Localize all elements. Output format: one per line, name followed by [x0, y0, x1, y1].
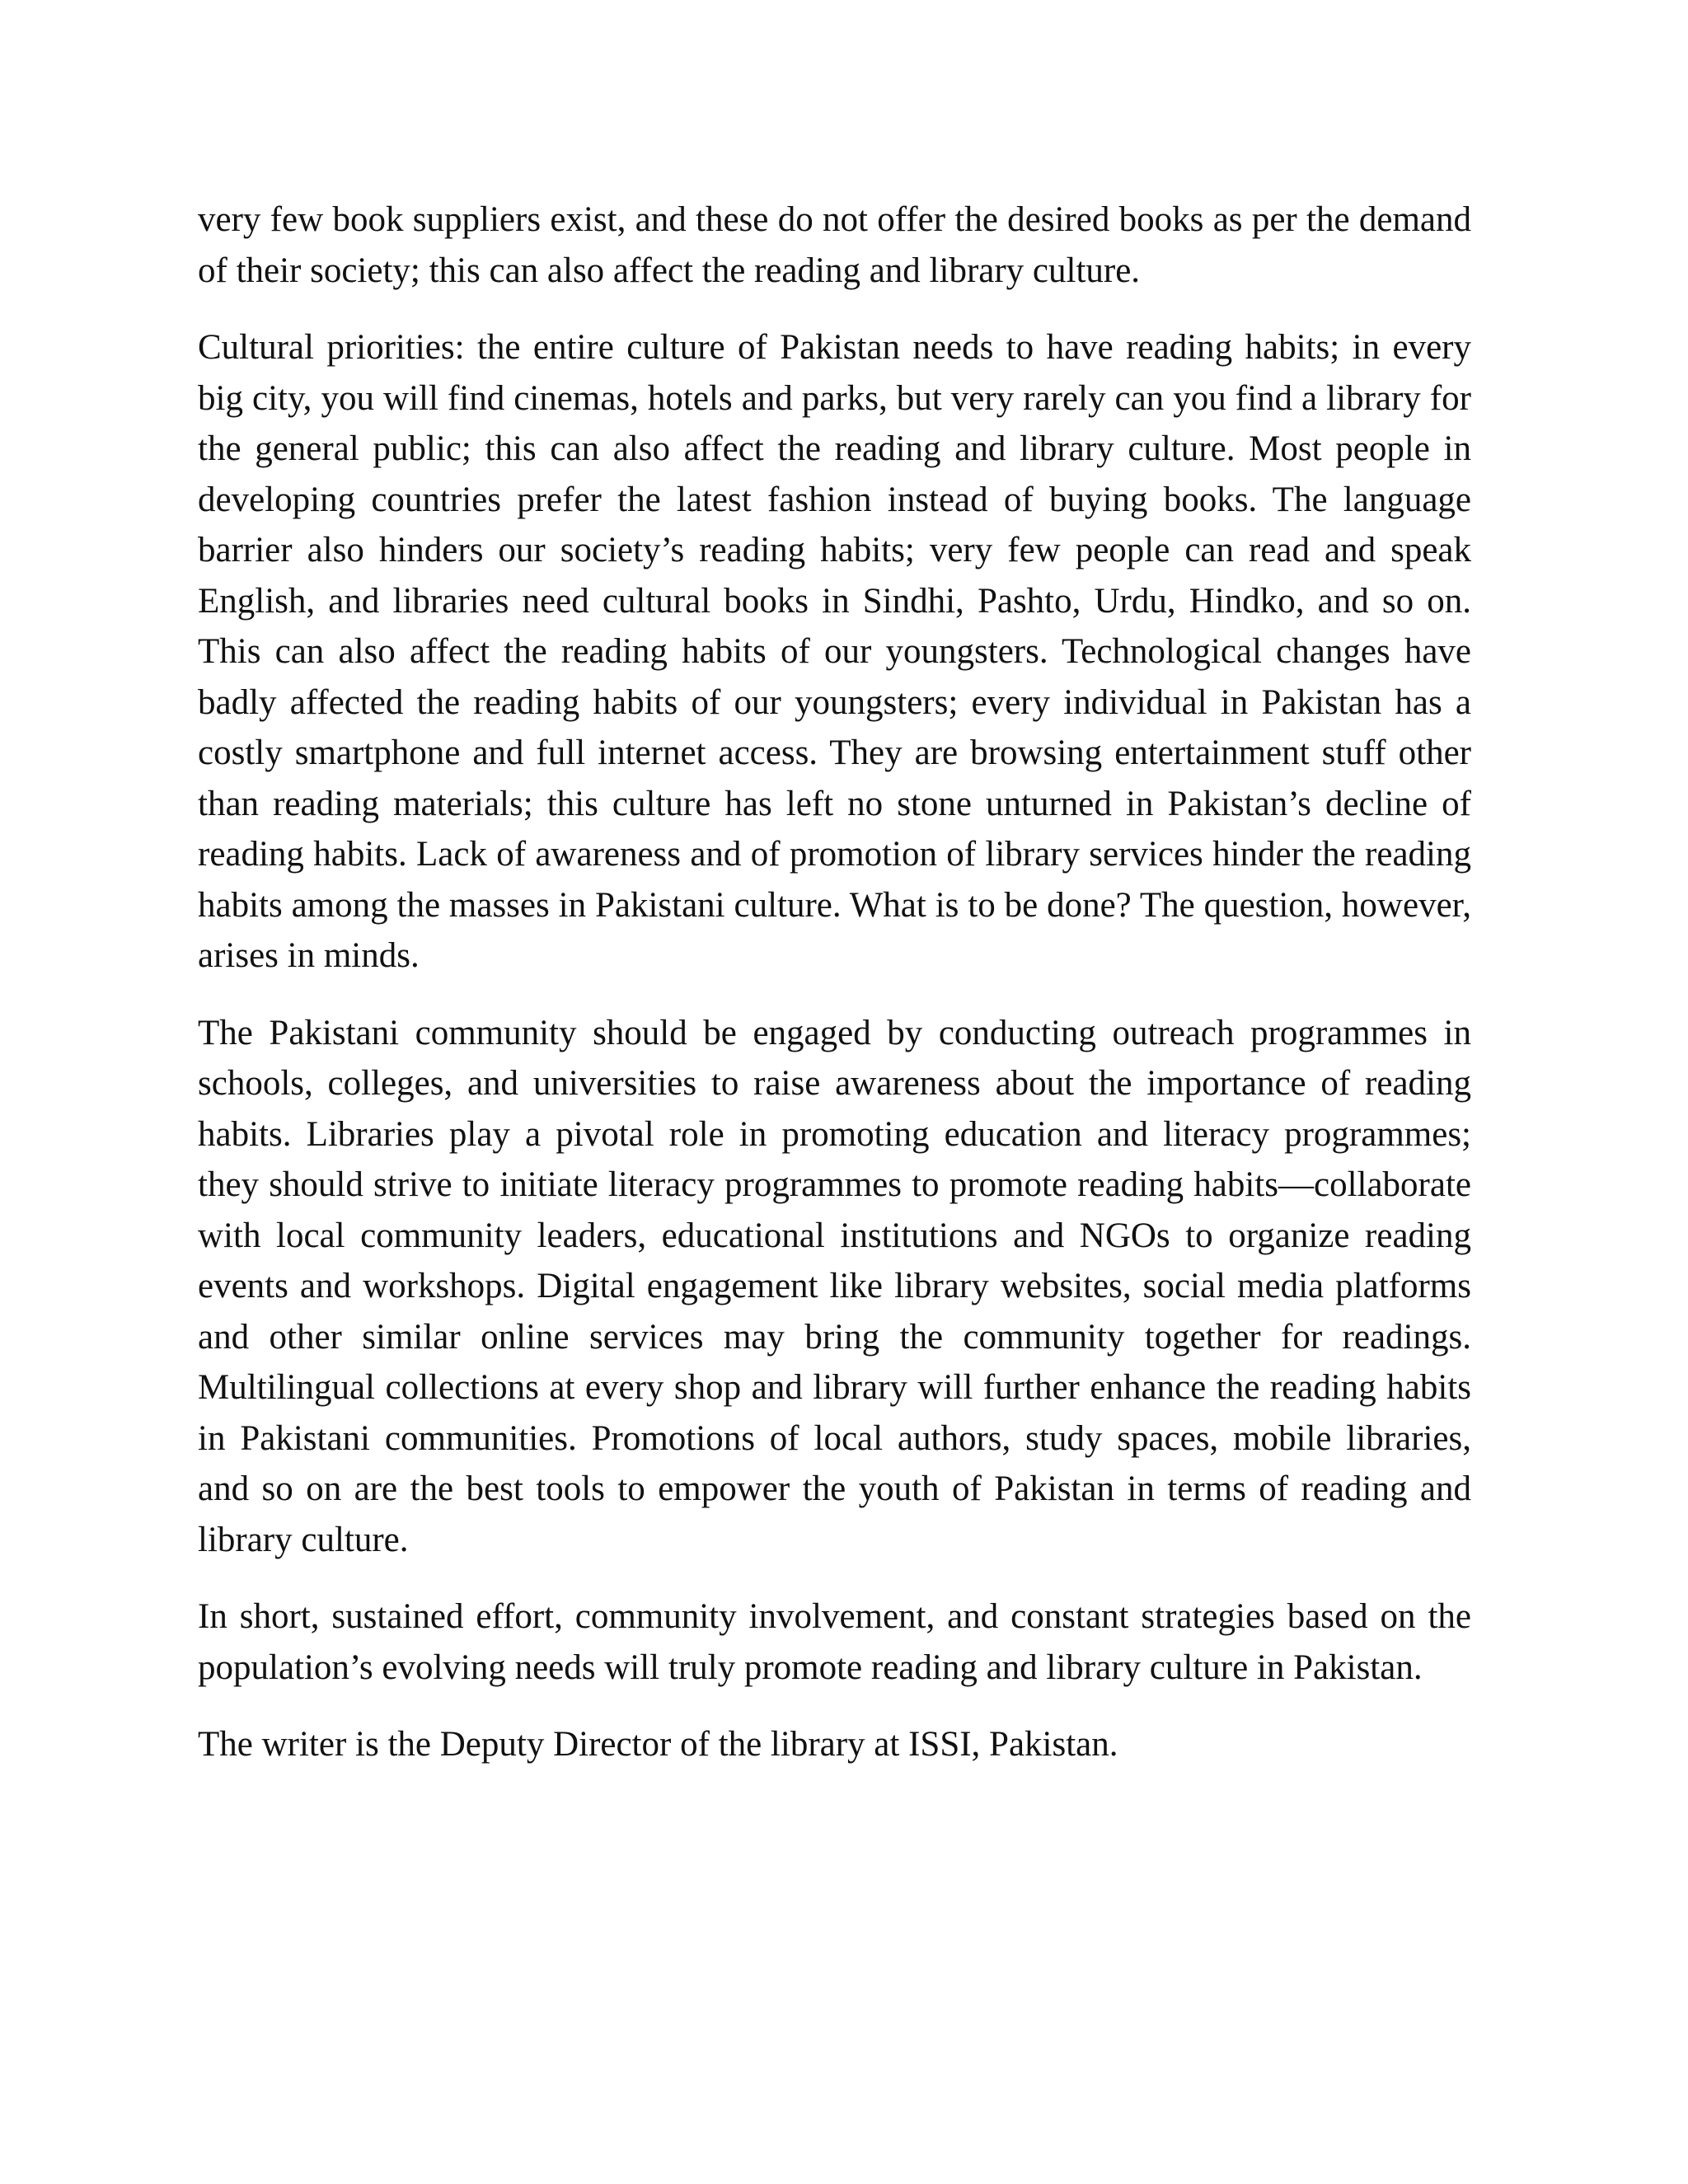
- paragraph-conclusion: In short, sustained effort, community involvement, and constant strategies based on the population’s evolving needs will truly promote reading and library culture in Pakistan.: [198, 1597, 1471, 1687]
- paragraph-book-suppliers: very few book suppliers exist, and these do not offer the desired books as per the demand of their society; this can also affect the reading and library culture.: [198, 200, 1471, 290]
- paragraph-cultural-priorities: Cultural priorities: the entire culture of Pakistan needs to have reading habits; in every big city, you will find cinemas, hotels and parks, but very rarely can you find a library for the general public; this can also affect the reading and library culture. Most people in developing countries prefer the latest fashion instead of buying books. The language barrier also hinders our society’s reading habits; very few people can read and speak English, and libraries need cultural books in Sindhi, Pashto, Urdu, Hindko, and so on. This can also affect the reading habits of our youngsters. Technological changes have badly affected the reading habits of our youngsters; every individual in Pakistan has a costly smartphone and full internet access. They are browsing entertainment stuff other than reading materials; this culture has left no stone unturned in Pakistan’s decline of reading habits. Lack of awareness and of promotion of library services hinder the reading habits among the masses in Pakistani culture. What is to be done? The question, however, arises in minds.: [198, 328, 1471, 975]
- article-body: [198, 194, 1471, 1797]
- author-note: The writer is the Deputy Director of the library at ISSI, Pakistan.: [198, 1725, 1118, 1764]
- paragraph-community-engagement: The Pakistani community should be engaged by conducting outreach programmes in schools, colleges, and universities to raise awareness about the importance of reading habits. Libraries play a pivotal role in promoting education and literacy programmes; they should strive to initiate literacy programmes to promote reading habits—collaborate with local community leaders, educational institutions and NGOs to organize reading events and workshops. Digital engagement like library websites, social media platforms and other similar online services may bring the community together for readings. Multilingual collections at every shop and library will further enhance the reading habits in Pakistani communities. Promotions of local authors, study spaces, mobile libraries, and so on are the best tools to empower the youth of Pakistan in terms of reading and library culture.: [198, 1013, 1471, 1559]
